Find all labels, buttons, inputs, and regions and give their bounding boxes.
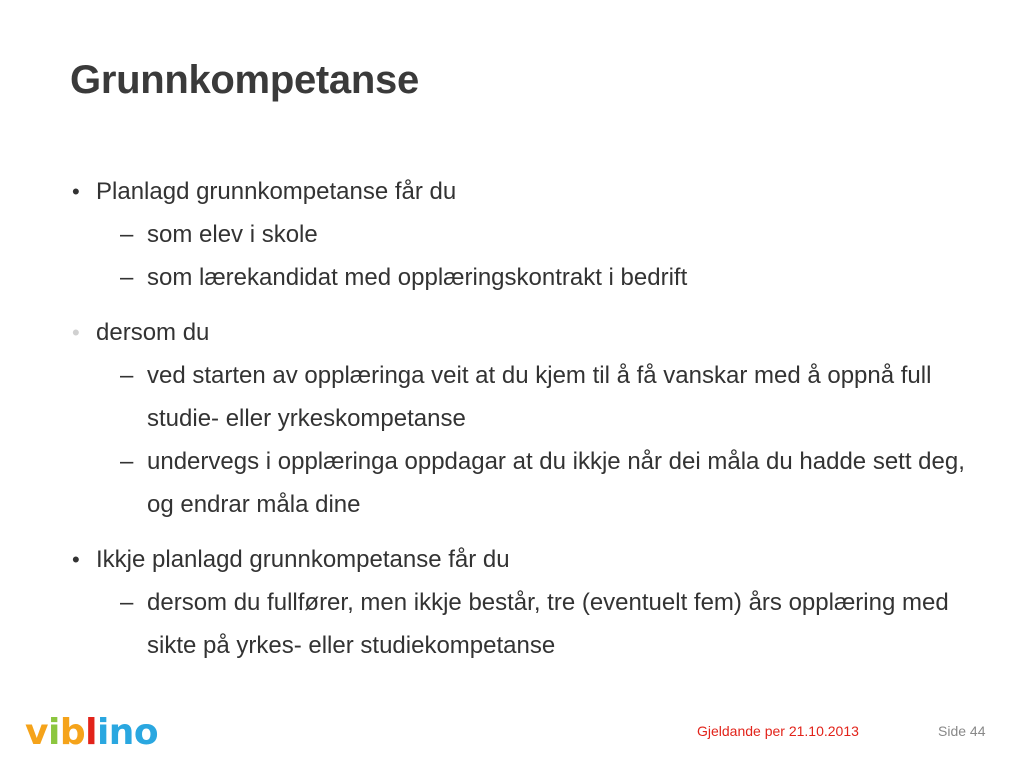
bullet-text: Ikkje planlagd grunnkompetanse får du [96, 546, 510, 573]
sub-item [70, 440, 970, 526]
bullet-dot-icon: • [72, 320, 80, 345]
sub-item [70, 581, 970, 667]
bullet-text: dersom du [96, 319, 210, 346]
slide-content [70, 170, 970, 667]
sub-text: som elev i skole [147, 221, 318, 248]
footer-page-number [938, 723, 986, 739]
sub-text: ved starten av opplæringa veit at du kjem til å få vanskar med å oppnå full studie- eller yrkeskompetanse [147, 362, 932, 432]
sub-text: undervegs i opplæringa oppdagar at du ikkje når dei måla du hadde sett deg, og endrar måla dine [147, 448, 965, 518]
viblino-logo: viblino [25, 712, 159, 753]
sub-text: dersom du fullfører, men ikkje består, tre (eventuelt fem) års opplæring med sikte på yrkes- eller studiekompetanse [147, 589, 949, 659]
bullet-dot-icon: • [72, 179, 80, 204]
sub-text: som lærekandidat med opplæringskontrakt i bedrift [147, 264, 688, 291]
page-number: 44 [969, 723, 986, 739]
bullet-item [70, 311, 970, 354]
page-label: Side [938, 723, 967, 739]
footer-date: Gjeldande per 21.10.2013 [697, 723, 859, 739]
dash-icon: – [120, 264, 134, 291]
sub-item [70, 213, 970, 256]
bullet-text: Planlagd grunnkompetanse får du [96, 178, 457, 205]
dash-icon: – [120, 589, 134, 616]
dash-icon: – [120, 448, 134, 475]
bullet-item [70, 170, 970, 213]
sub-item [70, 354, 970, 440]
sub-item [70, 256, 970, 299]
slide-title: Grunnkompetanse [70, 58, 419, 102]
dash-icon: – [120, 362, 134, 389]
bullet-dot-icon: • [72, 547, 80, 572]
dash-icon: – [120, 221, 134, 248]
bullet-item [70, 538, 970, 581]
